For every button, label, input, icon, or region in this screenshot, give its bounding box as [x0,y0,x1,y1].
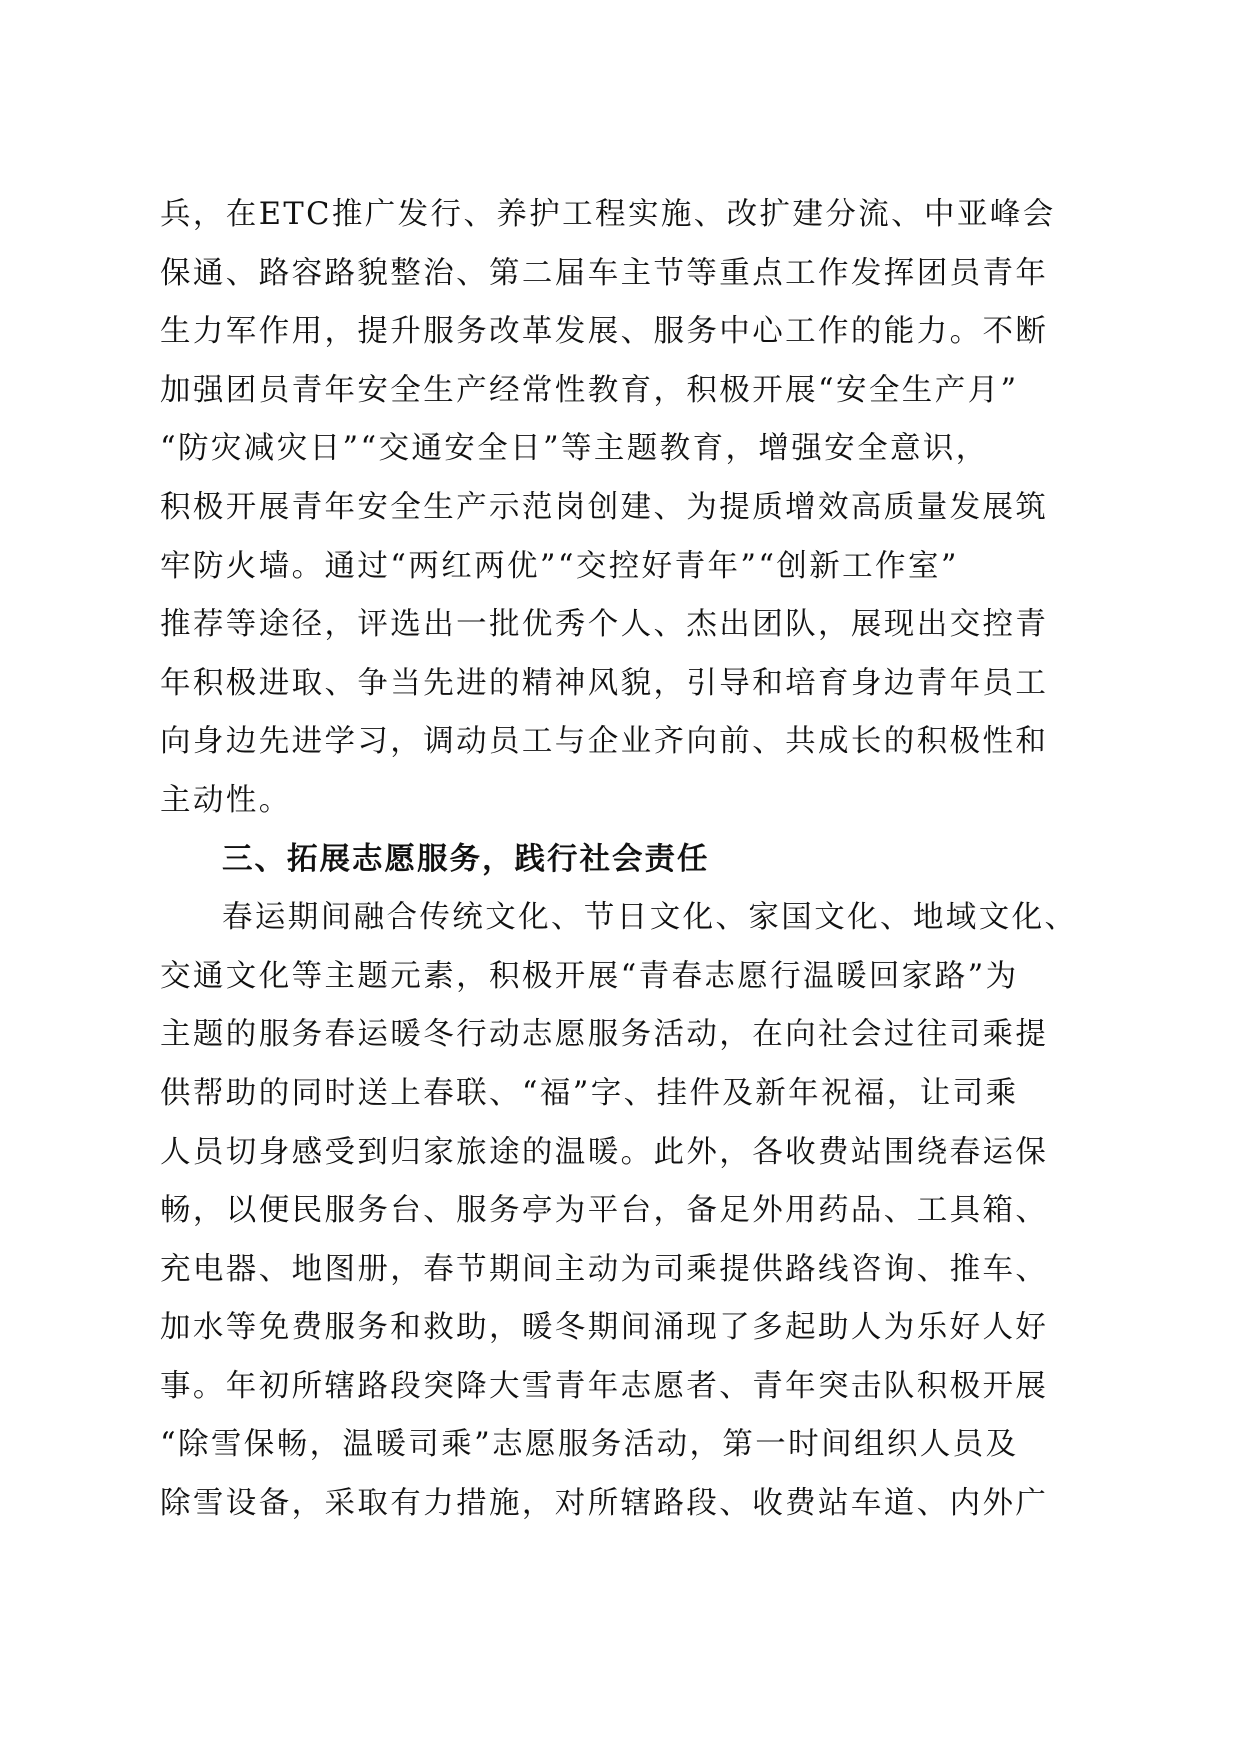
paragraph-line: “防灾减灾日”“交通安全日”等主题教育，增强安全意识， [160,431,989,467]
paragraph-line: 事。年初所辖路段突降大雪青年志愿者、青年突击队积极开展 [160,1368,1049,1404]
paragraph-line: 主动性。 [160,782,292,818]
section-3-heading: 三、拓展志愿服务，践行社会责任 [222,841,710,877]
paragraph-line: 向身边先进学习，调动员工与企业齐向前、共成长的积极性和 [160,724,1049,760]
paragraph-2 [160,889,1080,1534]
paragraph-line: 牢防火墙。通过“两红两优”“交控好青年”“创新工作室” [160,548,959,584]
paragraph-1 [160,186,1080,831]
paragraph-line: 推荐等途径，评选出一批优秀个人、杰出团队，展现出交控青 [160,607,1049,643]
paragraph-line: 春运期间融合传统文化、节日文化、家国文化、地域文化、 [222,900,1078,936]
document-body [160,186,1080,1534]
paragraph-line: 除雪设备，采取有力措施，对所辖路段、收费站车道、内外广 [160,1486,1049,1522]
paragraph-line: 人员切身感受到归家旅途的温暖。此外，各收费站围绕春运保 [160,1134,1049,1170]
paragraph-line: 交通文化等主题元素，积极开展“青春志愿行温暖回家路”为 [160,958,1019,994]
paragraph-line: 兵，在ETC推广发行、养护工程实施、改扩建分流、中亚峰会 [160,197,1056,232]
paragraph-line: “除雪保畅，温暖司乘”志愿服务活动，第一时间组织人员及 [160,1427,1019,1463]
paragraph-line: 供帮助的同时送上春联、“福”字、挂件及新年祝福，让司乘 [160,1075,1019,1111]
paragraph-line: 积极开展青年安全生产示范岗创建、为提质增效高质量发展筑 [160,489,1049,525]
paragraph-line: 加强团员青年安全生产经常性教育，积极开展“安全生产月” [160,372,1019,408]
paragraph-line: 充电器、地图册，春节期间主动为司乘提供路线咨询、推车、 [160,1251,1049,1287]
paragraph-line: 主题的服务春运暖冬行动志愿服务活动，在向社会过往司乘提 [160,1017,1049,1053]
paragraph-line: 生力军作用，提升服务改革发展、服务中心工作的能力。不断 [160,314,1049,350]
paragraph-line: 畅，以便民服务台、服务亭为平台，备足外用药品、工具箱、 [160,1193,1049,1229]
paragraph-line: 年积极进取、争当先进的精神风貌，引导和培育身边青年员工 [160,665,1049,701]
paragraph-line: 保通、路容路貌整治、第二届车主节等重点工作发挥团员青年 [160,255,1049,291]
paragraph-line: 加水等免费服务和救助，暖冬期间涌现了多起助人为乐好人好 [160,1310,1049,1346]
